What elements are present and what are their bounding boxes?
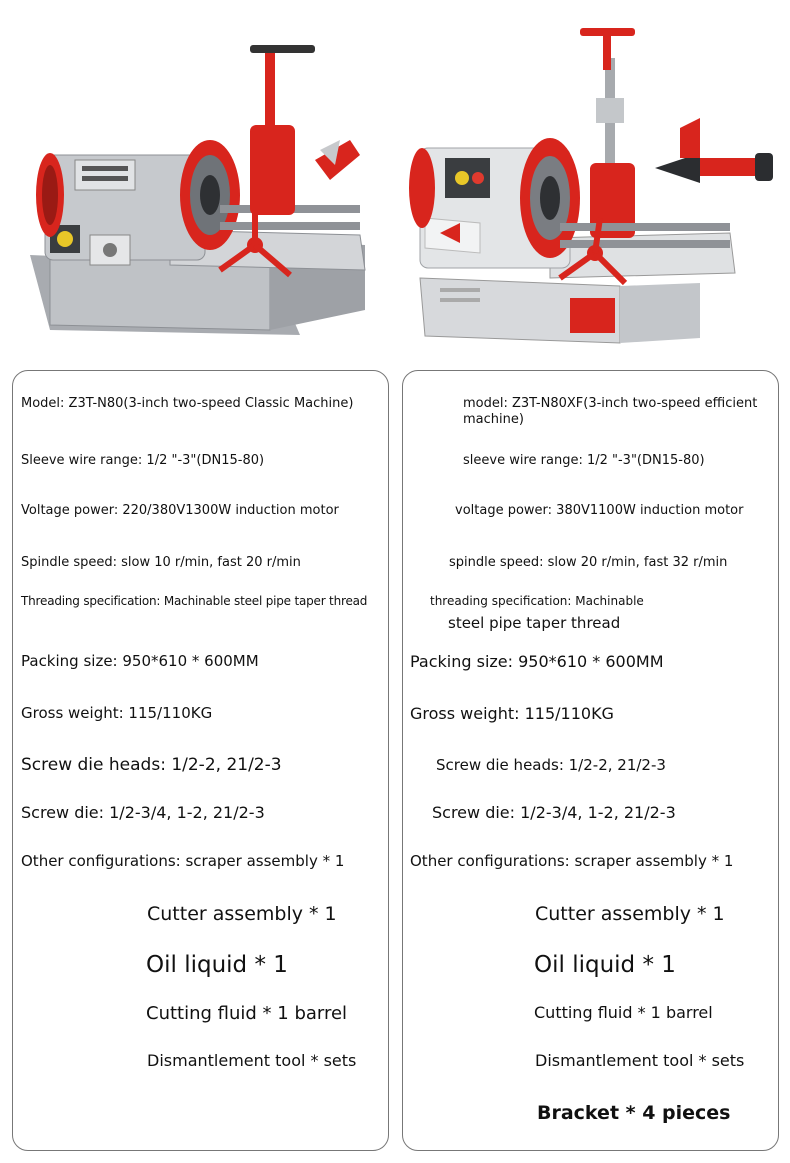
right-voltage: voltage power: 380V1100W induction motor <box>455 503 744 518</box>
left-packing: Packing size: 950*610 * 600MM <box>21 652 259 670</box>
right-threading-line-2: steel pipe taper thread <box>448 614 621 632</box>
left-threading: Threading specification: Machinable steel pipe taper thread <box>21 594 368 608</box>
right-sleeve-range: sleeve wire range: 1/2 "-3"(DN15-80) <box>463 453 705 468</box>
left-voltage: Voltage power: 220/380V1300W induction motor <box>21 503 339 518</box>
right-screw-die: Screw die: 1/2-3/4, 1-2, 21/2-3 <box>432 803 676 822</box>
left-sleeve-range: Sleeve wire range: 1/2 "-3"(DN15-80) <box>21 453 265 468</box>
left-cutter: Cutter assembly * 1 <box>147 903 337 925</box>
right-spindle-speed: spindle speed: slow 20 r/min, fast 32 r/min <box>449 555 728 570</box>
right-tool: Dismantlement tool * sets <box>535 1051 745 1070</box>
right-other-config: Other configurations: scraper assembly * 1 <box>410 852 734 870</box>
right-die-heads: Screw die heads: 1/2-2, 21/2-3 <box>436 756 666 774</box>
right-packing: Packing size: 950*610 * 600MM <box>410 652 664 671</box>
left-cutting-fluid: Cutting fluid * 1 barrel <box>146 1003 348 1024</box>
efficient-machine-image <box>400 18 780 358</box>
left-gross-weight: Gross weight: 115/110KG <box>21 704 213 722</box>
left-model: Model: Z3T-N80(3-inch two-speed Classic Machine) <box>21 396 354 411</box>
left-other-config: Other configurations: scraper assembly * 1 <box>21 852 345 870</box>
right-bracket: Bracket * 4 pieces <box>537 1102 731 1124</box>
right-oil: Oil liquid * 1 <box>534 952 676 978</box>
right-cutting-fluid: Cutting fluid * 1 barrel <box>534 1003 713 1022</box>
right-cutter: Cutter assembly * 1 <box>535 903 725 925</box>
left-screw-die: Screw die: 1/2-3/4, 1-2, 21/2-3 <box>21 803 265 822</box>
right-threading-line-1: threading specification: Machinable <box>430 594 644 608</box>
classic-machine-image <box>20 30 380 350</box>
left-die-heads: Screw die heads: 1/2-2, 21/2-3 <box>21 755 282 775</box>
left-spindle-speed: Spindle speed: slow 10 r/min, fast 20 r/min <box>21 555 301 570</box>
right-model: model: Z3T-N80XF(3-inch two-speed efficient machine) <box>463 396 758 427</box>
left-oil: Oil liquid * 1 <box>146 952 288 978</box>
right-gross-weight: Gross weight: 115/110KG <box>410 704 614 723</box>
left-tool: Dismantlement tool * sets <box>147 1051 357 1070</box>
